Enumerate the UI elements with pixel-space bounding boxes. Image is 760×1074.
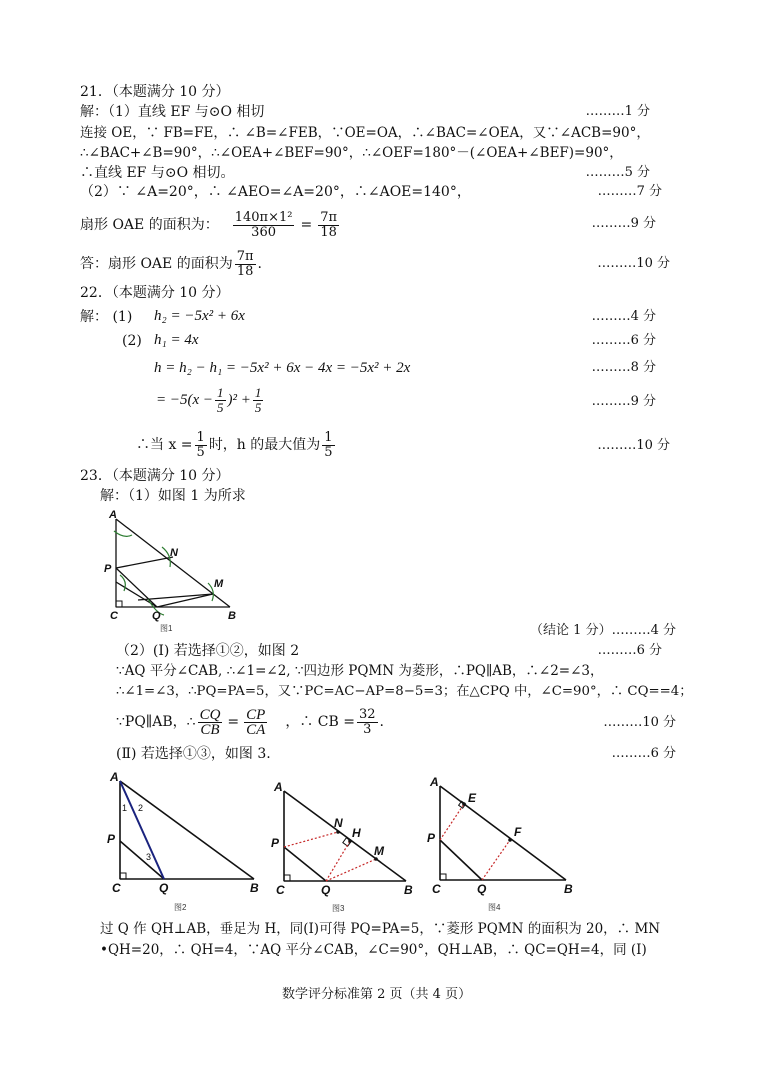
q22-line1-label: 解： (1) bbox=[80, 309, 133, 325]
label-q: Q bbox=[477, 882, 487, 896]
segment-pq bbox=[120, 841, 164, 879]
fraction-denominator: 18 bbox=[320, 224, 337, 240]
segment-pn bbox=[116, 557, 173, 568]
q22-line5 bbox=[136, 428, 337, 462]
q21-score1: ………1 分 bbox=[585, 104, 650, 119]
segment-pn bbox=[284, 832, 338, 847]
q22-line5-part-b: 时，h 的最大值为 bbox=[208, 437, 321, 453]
fraction-numerator: CP bbox=[246, 706, 266, 723]
fraction-denominator: 3 bbox=[363, 721, 372, 737]
segment-aq bbox=[120, 781, 164, 879]
fraction-denominator: 5 bbox=[324, 444, 333, 460]
label-c: C bbox=[276, 883, 285, 897]
equals-sign: = bbox=[300, 217, 313, 233]
side-ab bbox=[284, 791, 406, 881]
construction-arcs bbox=[114, 531, 213, 615]
fraction-numerator: 1 bbox=[324, 429, 333, 445]
fraction-denominator: 5 bbox=[217, 399, 224, 415]
q23-line5 bbox=[116, 704, 384, 740]
q23-line1: 解：（1）如图 1 为所求 bbox=[100, 488, 246, 504]
q21-line7-fraction bbox=[235, 250, 256, 279]
q21-line5: （2）∵ ∠A=20°，∴ ∠AEO=∠A=20°，∴∠AOE=140°， bbox=[80, 184, 471, 200]
label-a: A bbox=[110, 770, 119, 784]
label-a: A bbox=[109, 509, 117, 521]
fraction bbox=[195, 431, 207, 460]
right-angle-mark bbox=[440, 874, 446, 880]
q22-score5: ………10 分 bbox=[597, 438, 670, 453]
label-a: A bbox=[430, 775, 439, 789]
q23-score5: ………10 分 bbox=[603, 715, 676, 730]
label-p: P bbox=[427, 831, 436, 845]
fraction-numerator: 1 bbox=[217, 384, 224, 400]
fraction-numerator: 7π bbox=[236, 248, 254, 264]
q23-score-fig1: （结论 1 分）………4 分 bbox=[530, 623, 676, 638]
fraction-numerator: CQ bbox=[199, 706, 221, 723]
q21-score5: ………7 分 bbox=[597, 184, 662, 199]
figure-2 bbox=[104, 765, 274, 915]
fraction-denominator: 18 bbox=[236, 263, 254, 279]
q21-line7-prefix: 答：扇形 OAE 的面积为 bbox=[80, 256, 233, 272]
q21-score7: ………10 分 bbox=[597, 256, 670, 271]
angle-label-1: 1 bbox=[122, 803, 128, 813]
fraction bbox=[322, 431, 334, 460]
q23-line2: （2）(Ⅰ) 若选择①②，如图 2 bbox=[116, 643, 300, 659]
side-ab bbox=[440, 786, 566, 880]
segment-qm bbox=[326, 859, 376, 881]
figure-1 bbox=[100, 505, 250, 635]
label-p: P bbox=[107, 832, 116, 846]
label-q: Q bbox=[159, 881, 169, 895]
label-b: B bbox=[250, 881, 259, 895]
label-n: N bbox=[334, 816, 343, 830]
fraction-numerator: 7π bbox=[320, 209, 338, 225]
figure-4-caption: 图4 bbox=[488, 903, 501, 912]
equals-sign: = bbox=[227, 714, 240, 730]
q22-score3: ………8 分 bbox=[591, 360, 656, 375]
q23-line4: ∴∠1=∠3，∴PQ=PA=5，又∵PC=AC−AP=8−5=3；在△CPQ 中，∠C=90°，∴ CQ==4； bbox=[116, 684, 693, 699]
q21-line6 bbox=[80, 208, 341, 242]
q21-line6-fraction bbox=[233, 211, 295, 240]
q23-line3: ∵AQ 平分∠CAB, ∴∠1=∠2, ∵四边形 PQMN 为菱形，∴PQ∥AB，∴∠2=∠3， bbox=[116, 663, 604, 679]
page-footer: 数学评分标准第 2 页（共 4 页） bbox=[282, 987, 472, 1002]
label-c: C bbox=[110, 610, 118, 622]
label-b: B bbox=[228, 610, 236, 622]
fraction-denominator: 5 bbox=[254, 399, 262, 415]
q21-header: 21．（本题满分 10 分） bbox=[80, 84, 230, 100]
q21-line2: 连接 OE，∵ FB=FE，∴ ∠B=∠FEB，∵OE=OA，∴∠BAC=∠OEA，又∵∠ACB=90°， bbox=[80, 125, 650, 141]
fraction bbox=[253, 386, 264, 415]
label-c: C bbox=[112, 881, 121, 895]
label-p: P bbox=[104, 563, 112, 575]
q23-line5-part-b: ，∴ CB = bbox=[285, 714, 355, 730]
angle-label-2: 2 bbox=[138, 803, 144, 813]
label-q: Q bbox=[152, 610, 161, 622]
label-e: E bbox=[468, 791, 477, 805]
label-b: B bbox=[404, 883, 413, 897]
fraction bbox=[357, 708, 378, 737]
figure-2-caption: 图2 bbox=[174, 903, 187, 912]
fraction bbox=[244, 708, 267, 737]
q22-line5-part-a: ∴当 x = bbox=[136, 437, 193, 453]
q23-score2: ………6 分 bbox=[597, 643, 662, 658]
fraction-denominator: 5 bbox=[196, 444, 205, 460]
label-a: A bbox=[274, 780, 283, 794]
q22-line4-part-b: )² + bbox=[227, 392, 251, 408]
q23-line5-part-a: ∵PQ∥AB，∴ bbox=[116, 714, 196, 730]
q22-line4 bbox=[156, 383, 265, 417]
segment-qf bbox=[482, 840, 510, 880]
period: . bbox=[379, 714, 384, 730]
angle-label-3: 3 bbox=[146, 852, 152, 862]
label-f: F bbox=[514, 825, 522, 839]
fraction-numerator: 1 bbox=[254, 384, 262, 400]
right-angle-mark bbox=[116, 601, 122, 607]
right-angle-mark bbox=[284, 875, 290, 881]
fraction bbox=[198, 708, 223, 737]
period: . bbox=[257, 256, 262, 272]
label-m: M bbox=[374, 844, 384, 858]
fraction-denominator: 360 bbox=[251, 224, 276, 240]
q21-line7 bbox=[80, 247, 262, 281]
q23-score6: ………6 分 bbox=[611, 746, 676, 761]
q21-line4: ∴直线 EF 与⊙O 相切。 bbox=[80, 165, 235, 181]
label-n: N bbox=[170, 547, 178, 559]
q21-score4: ………5 分 bbox=[585, 165, 650, 180]
q22-score2: ………6 分 bbox=[591, 333, 656, 348]
label-m: M bbox=[214, 578, 224, 590]
q21-line6-prefix: 扇形 OAE 的面积为： bbox=[80, 217, 219, 233]
q23-line8: •QH=20，∴ QH=4，∵AQ 平分∠CAB，∠C=90°，QH⊥AB，∴ QC=QH=4，同 (Ⅰ) bbox=[100, 942, 647, 958]
q21-line1: 解：（1）直线 EF 与⊙O 相切 bbox=[80, 104, 265, 120]
q21-line3: ∴∠BAC+∠B=90°，∴∠OEA+∠BEF=90°，∴∠OEF=180°－(∠OEA+∠BEF)=90°， bbox=[80, 145, 623, 161]
side-ab bbox=[120, 781, 254, 879]
figure-4 bbox=[424, 770, 584, 915]
figure-3 bbox=[268, 775, 428, 915]
label-h: H bbox=[352, 826, 361, 840]
label-p: P bbox=[271, 836, 280, 850]
label-c: C bbox=[432, 882, 441, 896]
fraction-denominator: CB bbox=[200, 721, 220, 738]
segment-qh bbox=[326, 841, 350, 881]
q22-line4-part-a: = −5(x − bbox=[156, 392, 214, 408]
q23-line7: 过 Q 作 QH⊥AB，垂足为 H，同(Ⅰ)可得 PQ=PA=5，∵菱形 PQMN 的面积为 20，∴ MN bbox=[100, 921, 661, 937]
fraction bbox=[215, 386, 226, 415]
q22-score1: ………4 分 bbox=[591, 309, 656, 324]
q21-score6: ………9 分 bbox=[591, 216, 656, 231]
fraction-numerator: 32 bbox=[358, 706, 376, 722]
q22-line1: h₂ = −5x² + 6x bbox=[154, 308, 245, 324]
q22-score4: ………9 分 bbox=[591, 394, 656, 409]
label-b: B bbox=[564, 882, 573, 896]
label-q: Q bbox=[321, 883, 331, 897]
figure-1-caption: 图1 bbox=[160, 624, 173, 633]
fraction-numerator: 140π×1² bbox=[234, 209, 293, 225]
q23-header: 23．（本题满分 10 分） bbox=[80, 468, 230, 484]
q22-line2-label: (2) bbox=[122, 333, 142, 349]
right-angle-mark bbox=[120, 873, 126, 879]
fraction-numerator: 1 bbox=[196, 429, 205, 445]
fraction-denominator: CA bbox=[246, 721, 266, 738]
q22-line3: h = h₂ − h₁ = −5x² + 6x − 4x = −5x² + 2x bbox=[154, 360, 411, 376]
q21-line6-result bbox=[318, 211, 339, 240]
q22-header: 22．（本题满分 10 分） bbox=[80, 285, 230, 301]
q23-line6: (Ⅱ) 若选择①③，如图 3. bbox=[116, 746, 271, 762]
figure-3-caption: 图3 bbox=[332, 904, 345, 913]
q22-line2: h₁ = 4x bbox=[154, 332, 199, 348]
segment-pe bbox=[440, 804, 464, 840]
